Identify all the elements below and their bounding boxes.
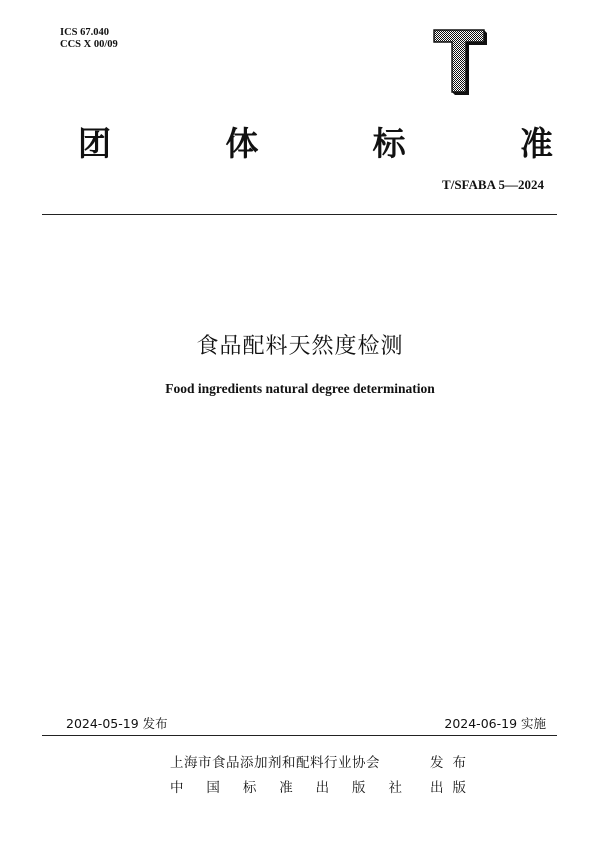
standard-number: T/SFABA 5—2024: [442, 177, 544, 192]
issuer-action: [430, 751, 466, 771]
press-action-char: 出: [430, 780, 444, 796]
document-title-en: Food ingredients natural degree determination: [165, 381, 435, 396]
header-divider: [42, 214, 557, 215]
footer-divider: [42, 735, 557, 736]
press-action-char: 版: [452, 780, 466, 796]
issuer-name: 上海市食品添加剂和配料行业协会: [170, 755, 380, 771]
implement-date: 2024-06-19 实施: [444, 716, 546, 731]
press-char: 社: [388, 780, 402, 796]
standard-type-char: 团: [78, 124, 111, 163]
standard-type-char: 标: [372, 124, 406, 163]
issuer-action-char: 布: [452, 755, 466, 771]
press-char: 准: [279, 780, 293, 796]
standard-type-title: [78, 118, 553, 165]
press-name: [170, 776, 402, 796]
issuer-action-char: 发: [430, 755, 444, 771]
press-char: 标: [242, 780, 257, 796]
press-char: 国: [206, 780, 220, 796]
standard-type-char: 体: [225, 124, 259, 163]
classification-codes: [60, 27, 118, 51]
ccs-code: CCS X 00/09: [60, 39, 118, 50]
release-date: 2024-05-19 发布: [66, 716, 168, 731]
press-char: 中: [170, 780, 184, 796]
press-char: 出: [315, 780, 330, 796]
press-action: [430, 776, 466, 796]
standard-type-char: 准: [519, 124, 553, 163]
document-title-cn: 食品配料天然度检测: [196, 334, 404, 359]
standard-t-mark: [430, 24, 488, 96]
ics-code: ICS 67.040: [60, 27, 110, 38]
press-char: 版: [352, 780, 366, 796]
